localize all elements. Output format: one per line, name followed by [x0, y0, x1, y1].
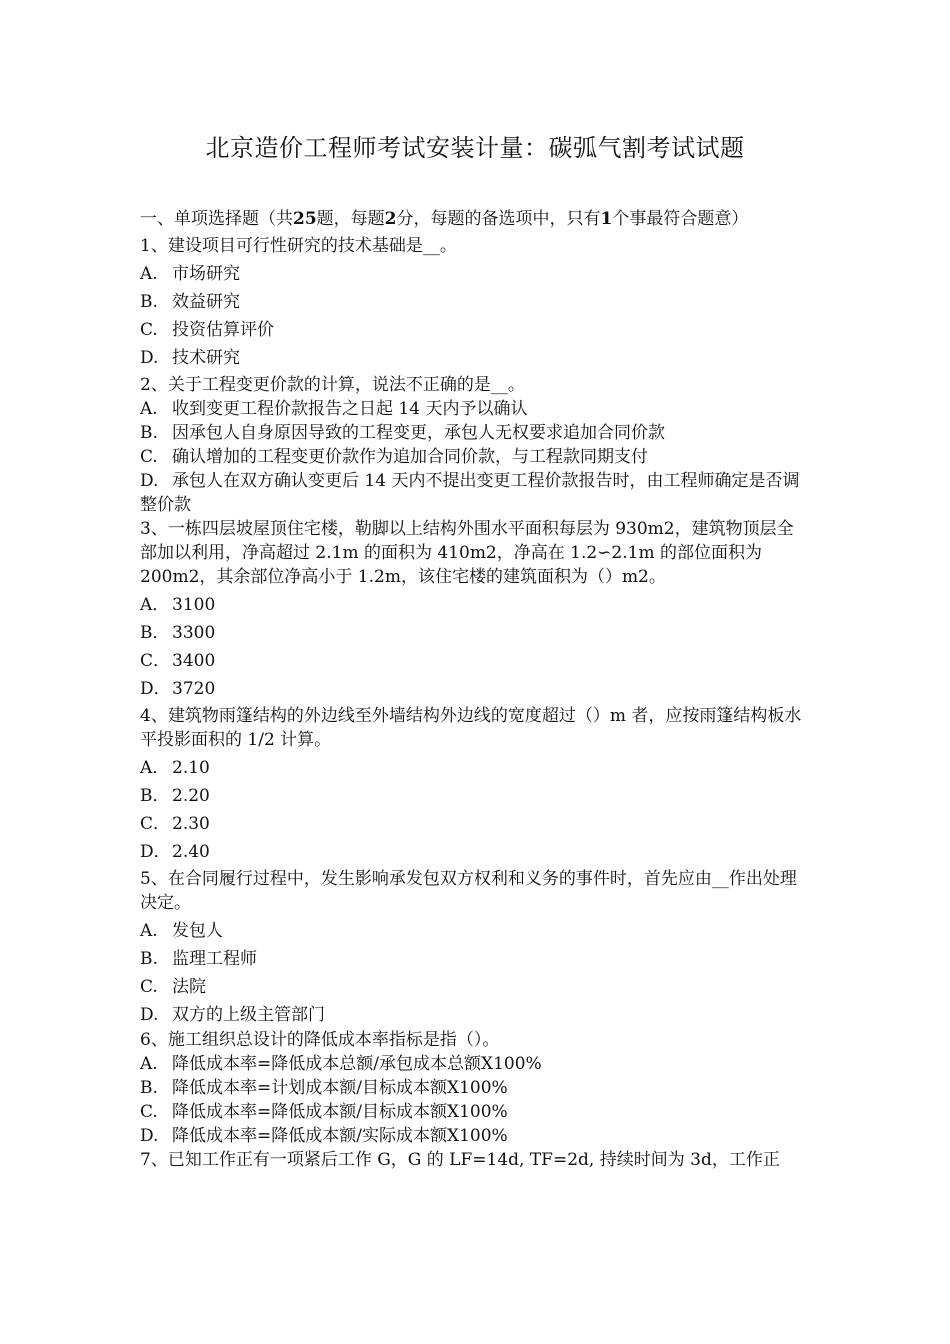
- option-text: 3100: [172, 595, 216, 615]
- question-6-option-a: [140, 1052, 812, 1076]
- option-label: C.: [140, 977, 158, 997]
- option-label: D．: [140, 679, 171, 699]
- option-label: A.: [140, 399, 158, 419]
- question-3-stem: 3、一栋四层坡屋顶住宅楼，勒脚以上结构外围水平面积每层为 930m2，建筑物顶层全部加以利用，净高超过 2.1m 的面积为 410m2，净高在 1.2∽2.1m 的部位面积为 200m2，其余部位净高小于 1.2m，该住宅楼的建筑面积为（）m2。: [140, 519, 794, 587]
- question-3-option-d: [140, 677, 812, 701]
- option-text: 技术研究: [172, 348, 240, 368]
- section-correct-count: 1: [600, 209, 613, 229]
- question-2-stem: 2、关于工程变更价款的计算，说法不正确的是__。: [140, 375, 525, 395]
- option-text: 因承包人自身原因导致的工程变更，承包人无权要求追加合同价款: [172, 423, 665, 443]
- question-1-option-b: [140, 290, 812, 314]
- option-label: A.: [140, 1054, 158, 1074]
- section-question-points: 2: [384, 209, 397, 229]
- question-1-option-a: [140, 262, 812, 286]
- question-6-option-b: [140, 1076, 812, 1100]
- question-4-option-d: [140, 840, 812, 864]
- option-label: B.: [140, 292, 158, 312]
- option-label: D．: [140, 842, 171, 862]
- question-4-option-a: [140, 756, 812, 780]
- question-2-option-b: [140, 421, 812, 445]
- question-5-option-c: [140, 975, 812, 999]
- question-1-stem: 1、建设项目可行性研究的技术基础是__。: [140, 236, 457, 256]
- option-label: D.: [140, 1005, 159, 1025]
- option-label: A.: [140, 921, 158, 941]
- section-heading-part: 题，每题: [316, 209, 385, 229]
- option-text: 3720: [172, 679, 216, 699]
- question-6-stem: 6、施工组织总设计的降低成本率指标是指（）。: [140, 1030, 500, 1050]
- question-5-stem: 5、在合同履行过程中，发生影响承发包双方权利和义务的事件时，首先应由__作出处理决定。: [140, 869, 797, 913]
- option-label: A.: [140, 264, 158, 284]
- section-heading-part: 个事最符合题意）: [612, 209, 749, 229]
- option-text: 确认增加的工程变更价款作为追加合同价款，与工程款同期支付: [172, 447, 648, 467]
- question-2-option-c: [140, 445, 812, 469]
- question-6-option-d: [140, 1124, 812, 1148]
- question-2-option-a: [140, 397, 812, 421]
- option-label: D.: [140, 471, 159, 491]
- question-4-option-c: [140, 812, 812, 836]
- option-label: D.: [140, 348, 159, 368]
- question-5-option-a: [140, 919, 812, 943]
- option-text: 投资估算评价: [172, 320, 274, 340]
- question-1-option-d: [140, 346, 812, 370]
- option-text: 3300: [172, 623, 216, 643]
- option-label: C.: [140, 447, 158, 467]
- option-label: A．: [140, 595, 170, 615]
- option-label: B.: [140, 1078, 158, 1098]
- option-label: C.: [140, 320, 158, 340]
- section-question-count: 25: [293, 209, 317, 229]
- option-label: C．: [140, 651, 171, 671]
- question-3-option-c: [140, 649, 812, 673]
- option-text: 2.20: [172, 786, 210, 806]
- option-label: B.: [140, 423, 158, 443]
- section-heading-part: 分，每题的备选项中，只有: [396, 209, 601, 229]
- option-text: 降低成本率=降低成本额/目标成本额Ⅹ100%: [172, 1102, 508, 1122]
- option-label: B．: [140, 623, 170, 643]
- option-label: B.: [140, 949, 158, 969]
- question-7-stem: 7、已知工作正有一项紧后工作 G，G 的 LF=14d, TF=2d, 持续时间为 3d，工作正: [140, 1150, 780, 1170]
- question-4-stem: 4、建筑物雨篷结构的外边线至外墙结构外边线的宽度超过（）m 者，应按雨篷结构板水平投影面积的 1/2 计算。: [140, 706, 802, 750]
- section-heading: [140, 207, 800, 231]
- document-body: [140, 207, 812, 1172]
- question-2-option-d: [140, 469, 812, 517]
- option-text: 监理工程师: [172, 949, 257, 969]
- option-text: 2.10: [172, 758, 210, 778]
- option-label: C.: [140, 1102, 158, 1122]
- question-6-option-c: [140, 1100, 812, 1124]
- option-text: 2.30: [172, 814, 210, 834]
- option-text: 降低成本率=降低成本额/实际成本额Ⅹ100%: [172, 1126, 508, 1146]
- option-text: 3400: [172, 651, 216, 671]
- option-text: 降低成本率=计划成本额/目标成本额Ⅹ100%: [172, 1078, 508, 1098]
- question-3-option-b: [140, 621, 812, 645]
- option-text: 收到变更工程价款报告之日起 14 天内予以确认: [172, 399, 528, 419]
- option-label: C．: [140, 814, 171, 834]
- option-text: 法院: [172, 977, 206, 997]
- option-text: 效益研究: [172, 292, 240, 312]
- question-1-option-c: [140, 318, 812, 342]
- question-3-option-a: [140, 593, 812, 617]
- document-title: 北京造价工程师考试安装计量：碳弧气割考试试题: [205, 134, 745, 162]
- question-5-option-d: [140, 1003, 812, 1027]
- option-label: D.: [140, 1126, 159, 1146]
- option-label: A．: [140, 758, 170, 778]
- option-text: 双方的上级主管部门: [172, 1005, 325, 1025]
- option-text: 2.40: [172, 842, 210, 862]
- question-4-option-b: [140, 784, 812, 808]
- option-text: 降低成本率=降低成本总额/承包成本总额Ⅹ100%: [172, 1054, 542, 1074]
- option-label: B．: [140, 786, 170, 806]
- option-text: 承包人在双方确认变更后 14 天内不提出变更工程价款报告时，由工程师确定是否调整价款: [140, 471, 800, 515]
- option-text: 市场研究: [172, 264, 240, 284]
- section-heading-part: 一、单项选择题（共: [140, 209, 293, 229]
- question-5-option-b: [140, 947, 812, 971]
- option-text: 发包人: [172, 921, 223, 941]
